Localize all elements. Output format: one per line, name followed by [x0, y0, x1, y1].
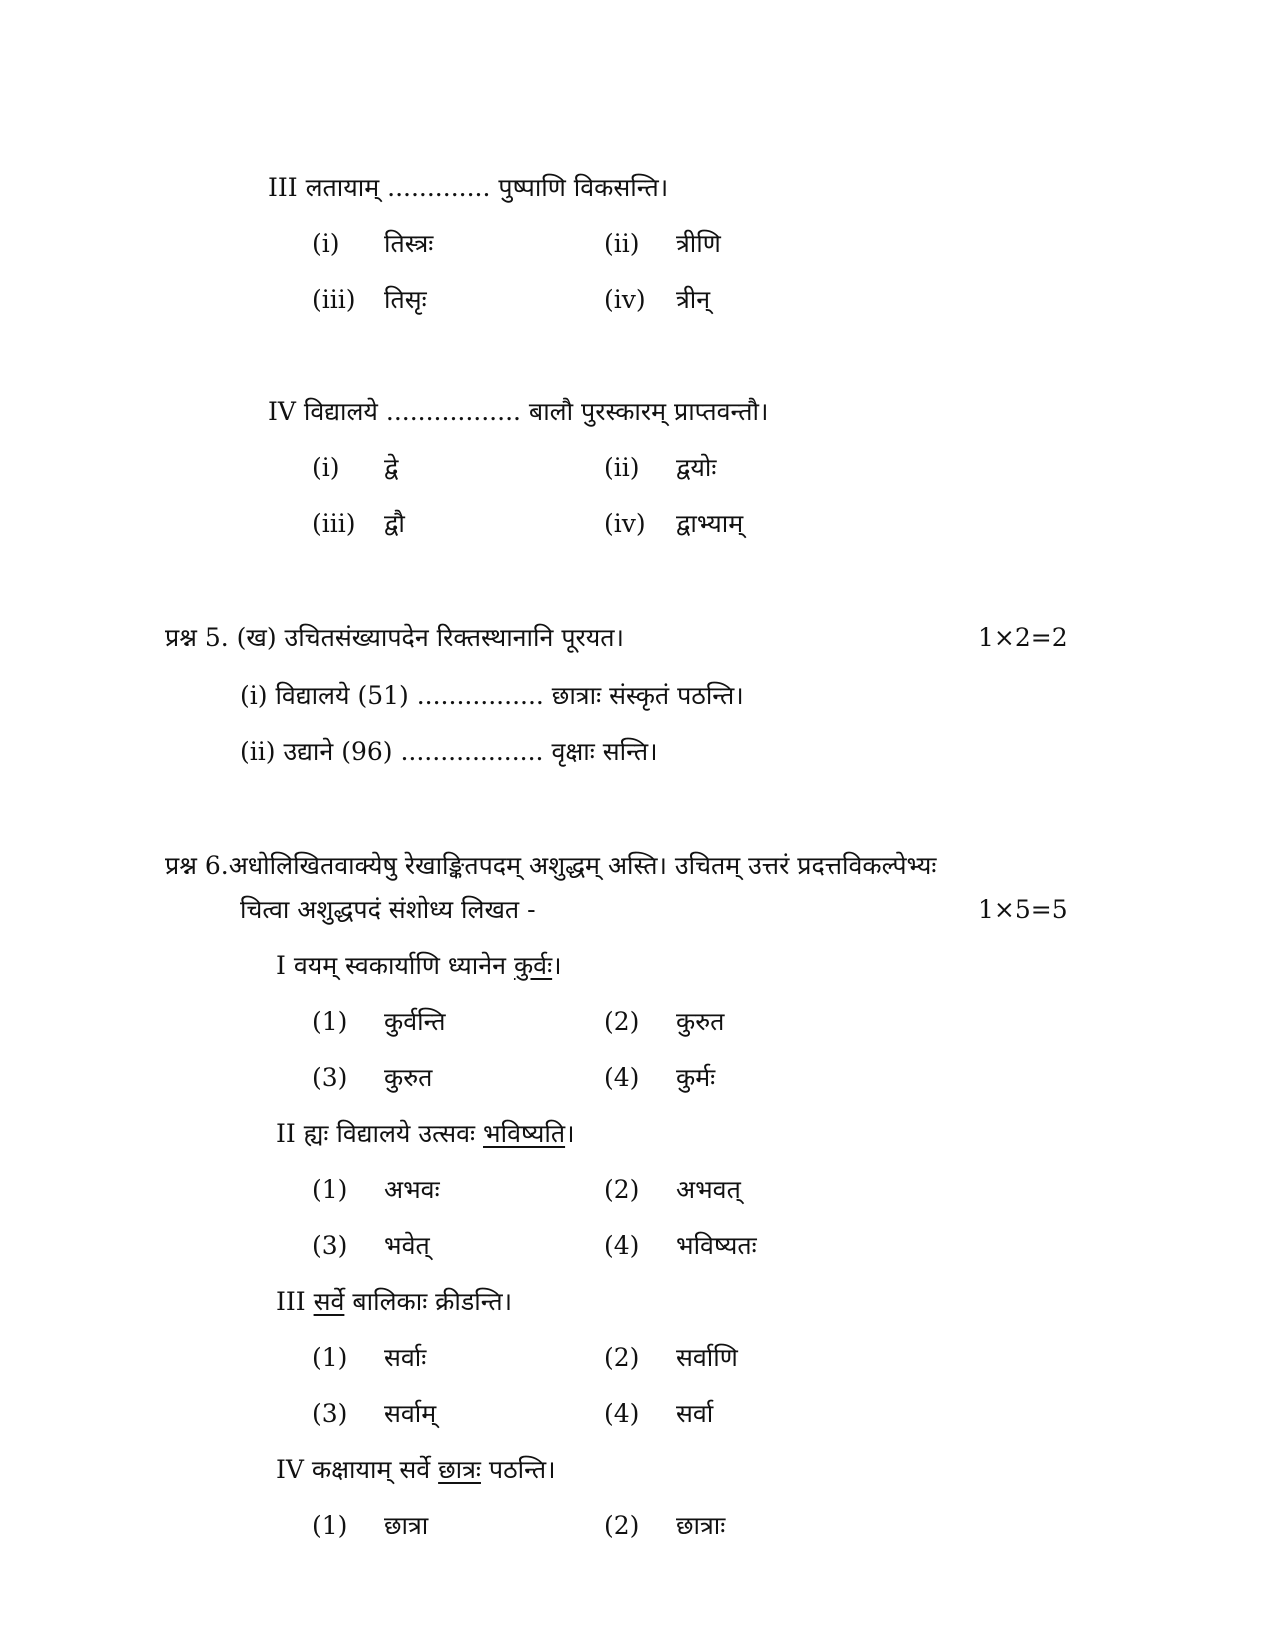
- underlined-word: भविष्यति: [483, 1119, 566, 1148]
- option-text: सर्वाम्: [384, 1399, 437, 1428]
- q4-iii-stem: III लतायाम् ............. पुष्पाणि विकसन्ति।: [268, 173, 669, 202]
- option-number: (2): [604, 1007, 640, 1036]
- q6-iii-stem: [276, 1286, 512, 1318]
- option-number: (4): [604, 1399, 640, 1428]
- option-number: (iv): [604, 285, 646, 314]
- option-number: (3): [312, 1231, 348, 1260]
- q6-ii-option-3: [312, 1230, 430, 1262]
- option-text: कुरुत: [384, 1063, 433, 1092]
- option-text: सर्वाणि: [676, 1343, 738, 1372]
- underlined-word: छात्रः: [438, 1455, 481, 1484]
- q6-ii-option-2: [604, 1174, 741, 1206]
- q5-heading: प्रश्न 5. (ख) उचितसंख्यापदेन रिक्तस्थानानि पूरयत।: [165, 623, 624, 652]
- option-text: द्वौ: [384, 509, 405, 538]
- option-number: (ii): [604, 229, 640, 258]
- option-number: (i): [312, 453, 340, 482]
- q4-iv-option-3: [312, 508, 405, 540]
- option-number: (2): [604, 1511, 640, 1540]
- option-number: (2): [604, 1343, 640, 1372]
- q6-i-option-3: [312, 1062, 432, 1094]
- option-text: तिसृः: [384, 285, 427, 314]
- q6-iii-option-2: [604, 1342, 738, 1374]
- q6-iv-option-2: [604, 1510, 725, 1542]
- q6-iii-option-4: [604, 1398, 713, 1430]
- option-text: तिस्त्रः: [384, 229, 434, 258]
- q6-heading-line-2: चित्वा अशुद्धपदं संशोध्य लिखत -: [240, 895, 536, 924]
- option-text: द्वाभ्याम्: [676, 509, 744, 538]
- option-text: द्वयोः: [676, 453, 717, 482]
- stem-text: III: [276, 1287, 314, 1316]
- q6-iii-option-1: [312, 1342, 426, 1374]
- q4-iv-option-2: [604, 452, 716, 484]
- q5-item-1: (i) विद्यालये (51) ................ छात्राः संस्कृतं पठन्ति।: [240, 681, 744, 710]
- option-text: अभवत्: [676, 1175, 741, 1204]
- option-number: (ii): [604, 453, 640, 482]
- q6-marks: 1×5=5: [978, 895, 1068, 924]
- option-text: कुरुत: [676, 1007, 725, 1036]
- q4-iv-option-1: [312, 452, 398, 484]
- option-text: छात्रा: [384, 1511, 429, 1540]
- option-text: भविष्यतः: [676, 1231, 757, 1260]
- option-number: (1): [312, 1343, 348, 1372]
- option-text: छात्राः: [676, 1511, 726, 1540]
- option-text: अभवः: [384, 1175, 440, 1204]
- option-text: भवेत्: [384, 1231, 430, 1260]
- option-number: (1): [312, 1007, 348, 1036]
- option-number: (4): [604, 1063, 640, 1092]
- q4-iii-option-3: [312, 284, 427, 316]
- stem-text: I वयम् स्वकार्याणि ध्यानेन: [276, 951, 514, 980]
- q6-i-option-2: [604, 1006, 724, 1038]
- q6-i-option-1: [312, 1006, 446, 1038]
- q6-i-option-4: [604, 1062, 715, 1094]
- q6-iv-option-1: [312, 1510, 428, 1542]
- option-text: त्रीणि: [676, 229, 721, 258]
- option-number: (i): [312, 229, 340, 258]
- q5-marks: 1×2=2: [978, 623, 1068, 652]
- stem-text: पठन्ति।: [480, 1455, 556, 1484]
- underlined-word: सर्वे: [313, 1287, 345, 1316]
- option-text: त्रीन्: [676, 285, 711, 314]
- option-number: (1): [312, 1511, 348, 1540]
- option-number: (4): [604, 1231, 640, 1260]
- q6-iv-stem: [276, 1454, 556, 1486]
- option-number: (iii): [312, 285, 356, 314]
- option-number: (iv): [604, 509, 646, 538]
- option-text: कुर्मः: [676, 1063, 716, 1092]
- stem-text: IV कक्षायाम् सर्वे: [276, 1455, 439, 1484]
- option-number: (iii): [312, 509, 356, 538]
- q4-iii-option-2: [604, 228, 721, 260]
- option-number: (1): [312, 1175, 348, 1204]
- q5-item-2: (ii) उद्याने (96) .................. वृक्षाः सन्ति।: [240, 737, 658, 766]
- q4-iii-option-1: [312, 228, 433, 260]
- option-number: (3): [312, 1399, 348, 1428]
- option-text: सर्वा: [676, 1399, 714, 1428]
- q4-iv-stem: IV विद्यालये ................. बालौ पुरस्कारम् प्राप्तवन्तौ।: [268, 397, 769, 426]
- q6-i-stem: [276, 950, 562, 982]
- q4-iv-option-4: [604, 508, 743, 540]
- q6-ii-option-1: [312, 1174, 440, 1206]
- option-number: (3): [312, 1063, 348, 1092]
- option-text: सर्वाः: [384, 1343, 427, 1372]
- q6-ii-stem: [276, 1118, 575, 1150]
- stem-text: बालिकाः क्रीडन्ति।: [344, 1287, 513, 1316]
- stem-text: ।: [565, 1119, 575, 1148]
- option-text: द्वे: [384, 453, 399, 482]
- underlined-word: कुर्वः: [513, 951, 553, 980]
- q6-heading-line-1: प्रश्न 6.अधोलिखितवाक्येषु रेखाङ्कितपदम् अशुद्धम् अस्ति। उचितम् उत्तरं प्रदत्तविकल्पेभ्यः: [165, 851, 937, 880]
- q4-iii-option-4: [604, 284, 710, 316]
- option-number: (2): [604, 1175, 640, 1204]
- stem-text: II ह्यः विद्यालये उत्सवः: [276, 1119, 484, 1148]
- stem-text: ।: [552, 951, 562, 980]
- q6-ii-option-4: [604, 1230, 757, 1262]
- option-text: कुर्वन्ति: [384, 1007, 446, 1036]
- q6-iii-option-3: [312, 1398, 436, 1430]
